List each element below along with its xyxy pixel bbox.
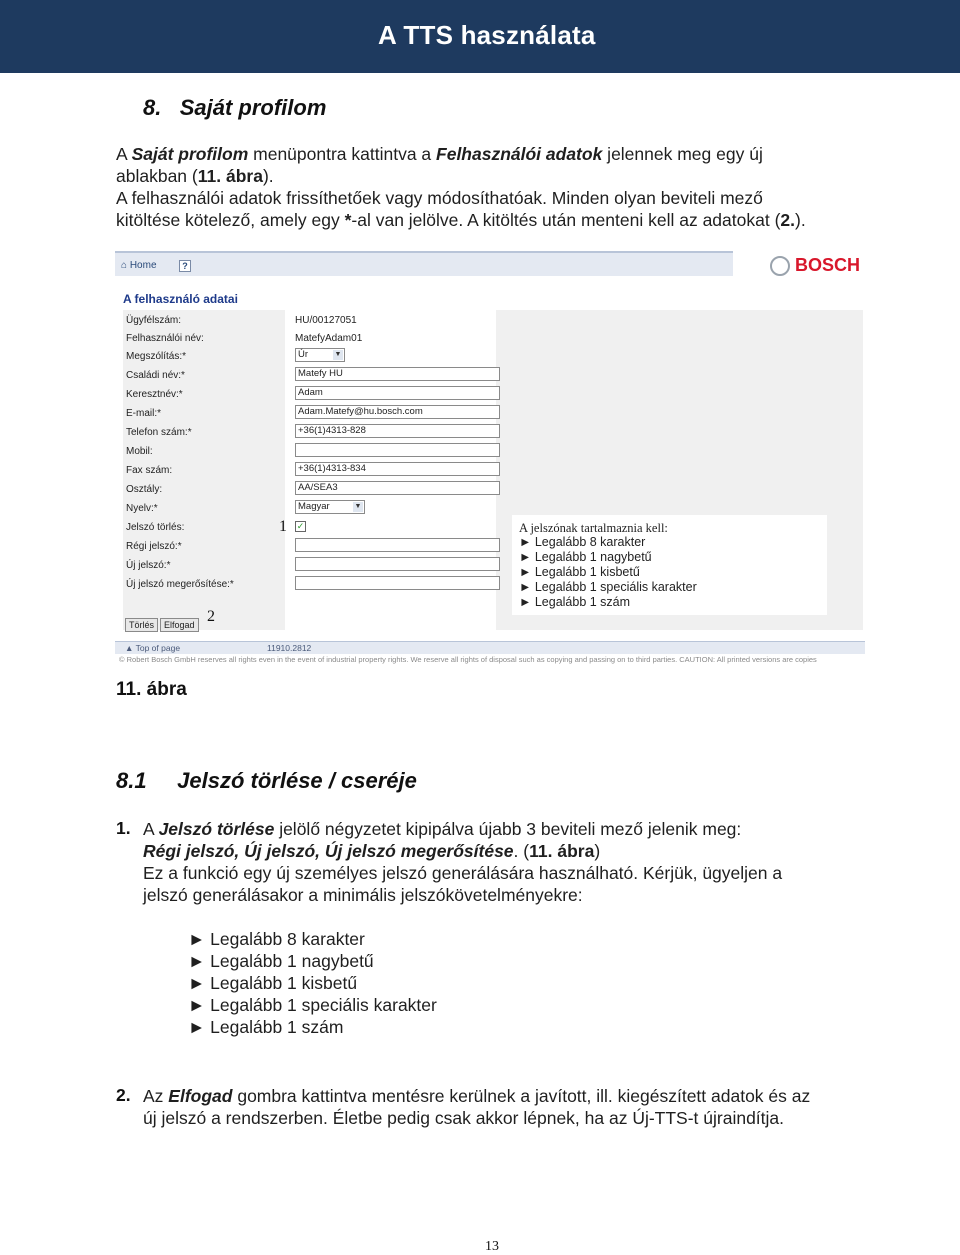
password-requirements-box bbox=[512, 515, 827, 615]
label-confirm-password: Új jelszó megerősítése:* bbox=[126, 579, 234, 590]
requirement-item: ► Legalább 1 szám bbox=[519, 595, 631, 609]
intro-line-2 bbox=[116, 165, 856, 187]
department-input[interactable]: AA/SEA3 bbox=[295, 481, 500, 495]
item-1-number: 1. bbox=[116, 818, 131, 838]
delete-button[interactable]: Törlés bbox=[125, 618, 158, 632]
bullet-item: ► Legalább 8 karakter bbox=[188, 929, 365, 949]
intro-text: menüpontra kattintva a bbox=[248, 144, 437, 164]
item-text: . ( bbox=[513, 841, 530, 861]
item-2-line-1 bbox=[143, 1085, 883, 1107]
page-header-title: A TTS használata bbox=[378, 20, 596, 50]
label-customer-number: Ügyfélszám: bbox=[126, 315, 182, 326]
figure-reference: 11. ábra bbox=[197, 166, 263, 186]
email-input[interactable]: Adam.Matefy@hu.bosch.com bbox=[295, 405, 500, 419]
screenshot-footer bbox=[115, 641, 865, 654]
label-department: Osztály: bbox=[126, 484, 163, 495]
intro-line-3: A felhasználói adatok frissíthetőek vagy módosíthatóak. Minden olyan beviteli mező bbox=[116, 188, 763, 208]
section-81-number: 8.1 bbox=[116, 768, 147, 793]
page-header-band bbox=[0, 0, 960, 73]
intro-text: -al van jelölve. A kitöltés után menteni kell az adatokat ( bbox=[351, 210, 781, 230]
top-of-page-link[interactable]: ▲ Top of page bbox=[125, 643, 181, 653]
item-emph-fields: Régi jelszó, Új jelszó, Új jelszó megerősítése bbox=[143, 841, 514, 861]
first-name-input[interactable]: Adam bbox=[295, 386, 500, 400]
step-reference: 2. bbox=[780, 210, 796, 230]
chevron-down-icon: ▼ bbox=[354, 503, 362, 510]
intro-text: jelennek meg egy új bbox=[602, 144, 763, 164]
section-81-heading bbox=[116, 768, 417, 794]
label-mobile: Mobil: bbox=[126, 446, 153, 457]
label-language: Nyelv:* bbox=[126, 503, 158, 514]
requirement-item: ► Legalább 1 kisbetű bbox=[519, 565, 640, 579]
required-star: * bbox=[344, 210, 352, 230]
intro-text: A bbox=[116, 144, 132, 164]
customer-number-value: HU/00127051 bbox=[295, 315, 357, 326]
phone-input[interactable]: +36(1)4313-828 bbox=[295, 424, 500, 438]
user-data-screenshot bbox=[115, 251, 865, 667]
intro-text: ). bbox=[795, 210, 806, 230]
password-delete-checkbox[interactable]: ✓ bbox=[296, 521, 305, 531]
label-username: Felhasználói név: bbox=[126, 333, 204, 344]
label-phone: Telefon szám:* bbox=[126, 427, 192, 438]
last-name-input[interactable]: Matefy HU bbox=[295, 367, 500, 381]
bullet-item: ► Legalább 1 szám bbox=[188, 1017, 344, 1037]
bullet-item: ► Legalább 1 speciális karakter bbox=[188, 995, 437, 1015]
chevron-down-icon: ▼ bbox=[334, 351, 342, 358]
language-select[interactable] bbox=[295, 500, 365, 514]
bosch-logo: BOSCH bbox=[795, 255, 861, 275]
confirm-password-input[interactable] bbox=[295, 576, 500, 590]
mobile-input[interactable] bbox=[295, 443, 500, 457]
home-link-label: Home bbox=[129, 260, 157, 271]
bosch-logo-icon bbox=[770, 256, 790, 276]
intro-text: ). bbox=[262, 166, 274, 186]
item-2-number: 2. bbox=[116, 1085, 131, 1105]
user-data-title: A felhasználó adatai bbox=[123, 292, 238, 306]
figure-caption: 11. ábra bbox=[116, 679, 187, 700]
screenshot-nav-bar bbox=[115, 251, 733, 276]
item-1-line-1 bbox=[143, 818, 863, 840]
username-value: MatefyAdam01 bbox=[295, 333, 363, 344]
salutation-select-value: Úr bbox=[298, 349, 309, 360]
language-select-value: Magyar bbox=[298, 501, 330, 512]
item-1-line-2 bbox=[143, 840, 863, 862]
item-emph-accept: Elfogad bbox=[168, 1086, 233, 1106]
item-emph-password-delete: Jelszó törlése bbox=[158, 819, 275, 839]
label-first-name: Keresztnév:* bbox=[126, 389, 183, 400]
old-password-input[interactable] bbox=[295, 538, 500, 552]
fax-input[interactable]: +36(1)4313-834 bbox=[295, 462, 500, 476]
salutation-select[interactable] bbox=[295, 348, 345, 362]
help-icon[interactable]: ? bbox=[179, 260, 191, 272]
item-1-line-3: Ez a funkció egy új személyes jelszó generálására használható. Kérjük, ügyeljen a bbox=[143, 863, 783, 883]
page-number: 13 bbox=[485, 1239, 499, 1254]
intro-text: ablakban ( bbox=[116, 166, 198, 186]
callout-marker-1: 1 bbox=[279, 518, 287, 535]
item-1-line-4: jelszó generálásakor a minimális jelszókövetelményekre: bbox=[143, 885, 583, 905]
label-last-name: Családi név:* bbox=[126, 370, 185, 381]
footer-date: 11910.2812 bbox=[267, 643, 312, 653]
bullet-item: ► Legalább 1 nagybetű bbox=[188, 951, 374, 971]
item-text: gombra kattintva mentésre kerülnek a javított, ill. kiegészített adatok és az bbox=[232, 1086, 811, 1106]
intro-text: kitöltése kötelező, amely egy bbox=[116, 210, 345, 230]
section-8-title: Saját profilom bbox=[179, 95, 327, 120]
requirement-item: ► Legalább 1 nagybetű bbox=[519, 550, 652, 564]
intro-emph-userdata: Felhasználói adatok bbox=[436, 144, 603, 164]
password-requirements-title: A jelszónak tartalmaznia kell: bbox=[519, 521, 668, 535]
section-8-number: 8. bbox=[143, 95, 162, 120]
intro-line-1 bbox=[116, 143, 856, 165]
intro-emph-profile: Saját profilom bbox=[131, 144, 249, 164]
figure-reference: 11. ábra bbox=[529, 841, 595, 861]
label-new-password: Új jelszó:* bbox=[126, 560, 171, 571]
callout-marker-2: 2 bbox=[207, 608, 215, 625]
item-text: Az bbox=[143, 1086, 169, 1106]
new-password-input[interactable] bbox=[295, 557, 500, 571]
requirement-item: ► Legalább 8 karakter bbox=[519, 535, 646, 549]
section-81-title: Jelszó törlése / cseréje bbox=[177, 768, 417, 793]
copyright-notice: © Robert Bosch GmbH reserves all rights even in the event of industrial property rights. We reserve all rights of disposal such as copying and passing on to third parties. CAUTION: All printed versions are copies bbox=[119, 655, 817, 664]
item-text: ) bbox=[594, 841, 601, 861]
label-password-delete: Jelszó törlés: bbox=[126, 522, 185, 533]
home-link[interactable]: ⌂ Home bbox=[121, 260, 157, 271]
label-old-password: Régi jelszó:* bbox=[126, 541, 182, 552]
bullet-item: ► Legalább 1 kisbetű bbox=[188, 973, 358, 993]
intro-line-4 bbox=[116, 209, 856, 231]
label-fax: Fax szám: bbox=[126, 465, 173, 476]
accept-button[interactable]: Elfogad bbox=[160, 618, 199, 632]
item-2-line-2: új jelszó a rendszerben. Életbe pedig csak akkor lépnek, ha az Új-TTS-t újraindítja. bbox=[143, 1108, 785, 1128]
item-text: jelölő négyzetet kipipálva újabb 3 beviteli mező jelenik meg: bbox=[274, 819, 742, 839]
item-text: A bbox=[143, 819, 159, 839]
label-salutation: Megszólítás:* bbox=[126, 351, 187, 362]
requirement-item: ► Legalább 1 speciális karakter bbox=[519, 580, 697, 594]
section-8-heading bbox=[143, 95, 326, 121]
label-email: E-mail:* bbox=[126, 408, 162, 419]
